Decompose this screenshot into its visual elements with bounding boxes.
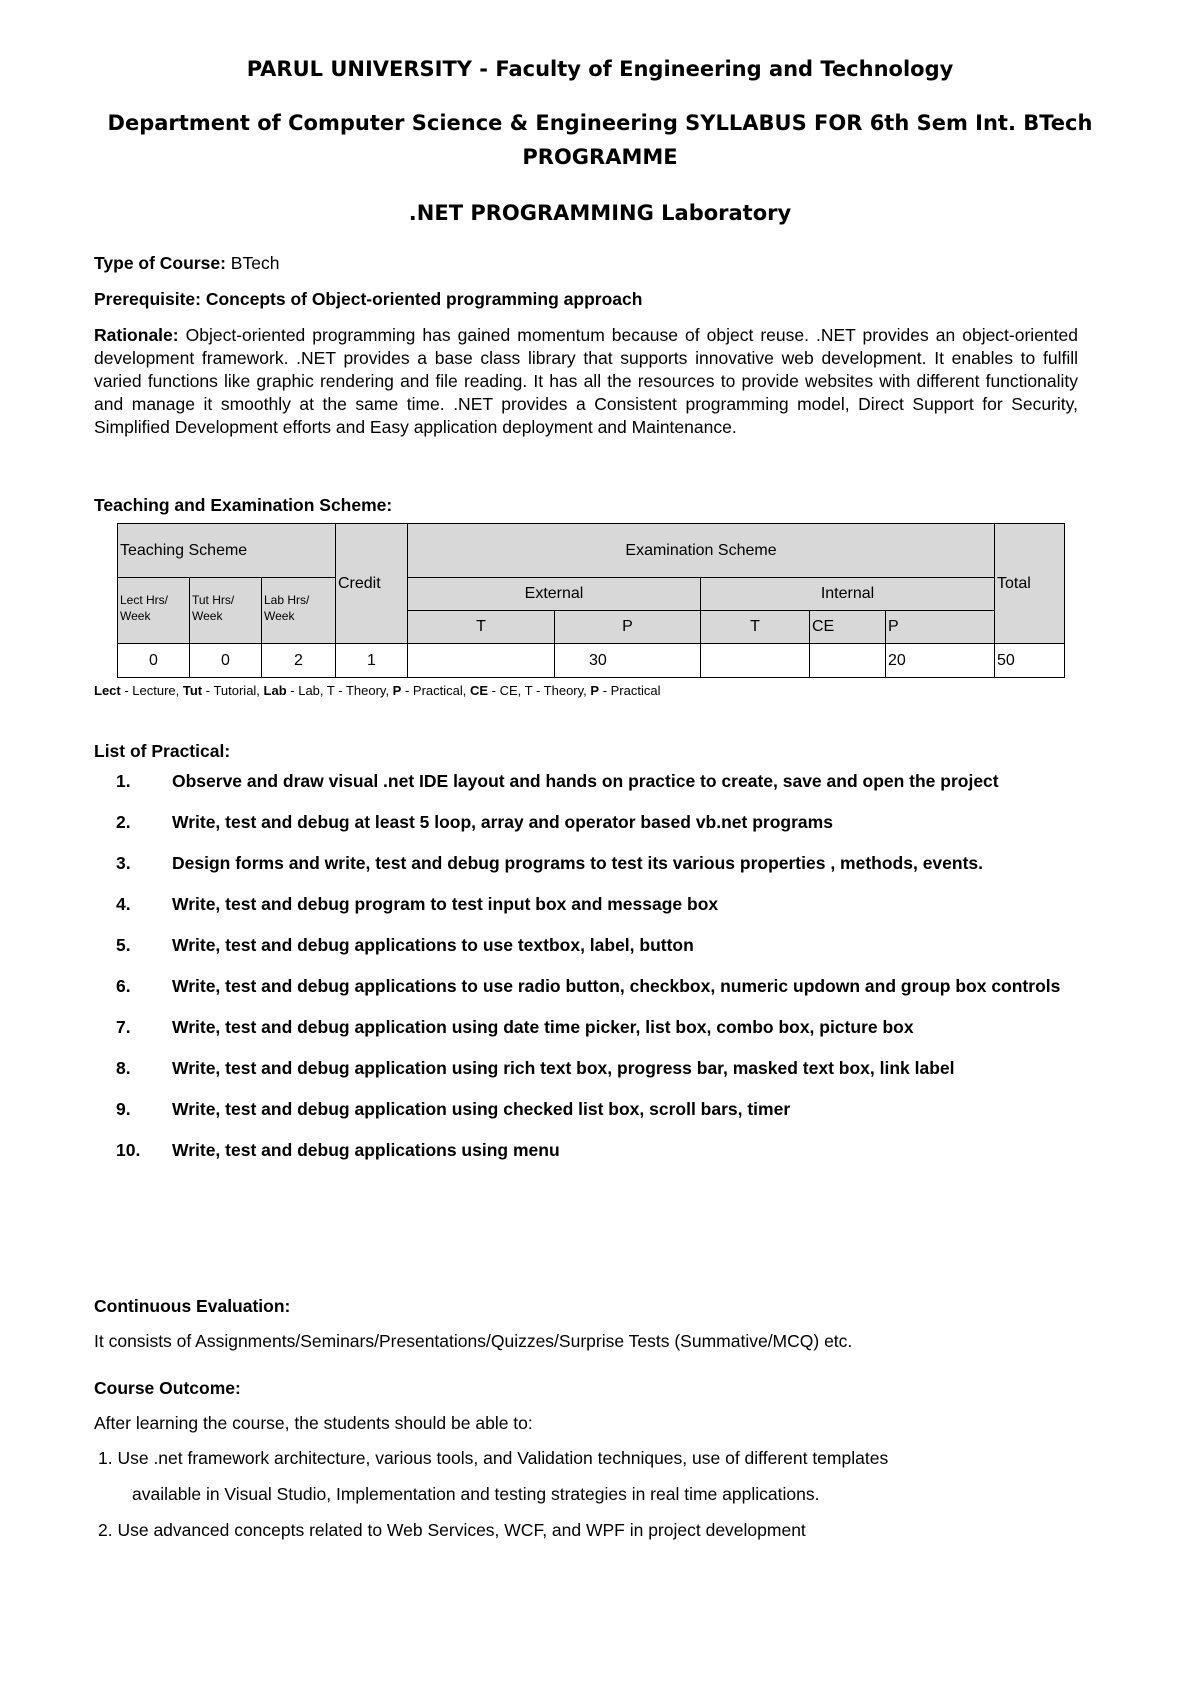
course-type-label: Type of Course: — [94, 253, 226, 273]
internal-header: Internal — [701, 578, 995, 611]
prerequisite — [94, 288, 1078, 311]
internal-practical-header: P — [886, 611, 995, 644]
department-title — [0, 106, 1200, 174]
outcome-item-2: 2. Use advanced concepts related to Web Services, WCF, and WPF in project development — [98, 1520, 806, 1540]
total-header: Total — [995, 524, 1065, 644]
external-practical-header: P — [555, 611, 701, 644]
list-item: 8. Write, test and debug application using rich text box, progress bar, masked text box, link label — [116, 1058, 955, 1078]
cell-external-practical: 30 — [555, 644, 701, 678]
scheme-table — [117, 523, 1065, 678]
scheme-heading: Teaching and Examination Scheme: — [94, 495, 393, 515]
cell-total: 50 — [995, 644, 1065, 678]
practicals-heading: List of Practical: — [94, 741, 231, 761]
department-title-line2: PROGRAMME — [522, 145, 678, 169]
practicals-list — [94, 770, 1074, 1180]
cell-internal-ce — [810, 644, 886, 678]
external-theory-header: T — [408, 611, 555, 644]
department-title-line1: Department of Computer Science & Engineering SYLLABUS FOR 6th Sem Int. BTech — [107, 111, 1093, 135]
evaluation-heading: Continuous Evaluation: — [94, 1296, 291, 1316]
outcome-item-1-cont: available in Visual Studio, Implementation and testing strategies in real time applications. — [132, 1484, 820, 1504]
university-title: PARUL UNIVERSITY - Faculty of Engineering and Technology — [246, 57, 954, 81]
rationale — [94, 324, 1078, 439]
abbreviation-legend: Lect - Lecture, Tut - Tutorial, Lab - Lab, T - Theory, P - Practical, CE - CE, T - Theory, P - Practical — [94, 683, 661, 698]
outcome-item-1: 1. Use .net framework architecture, various tools, and Validation techniques, use of different templates — [98, 1448, 889, 1468]
tut-hrs-header: Tut Hrs/ Week — [190, 578, 262, 644]
list-item: 10. Write, test and debug applications using menu — [116, 1140, 560, 1160]
outcome-intro: After learning the course, the students should be able to: — [94, 1413, 533, 1433]
list-item: 9. Write, test and debug application using checked list box, scroll bars, timer — [116, 1099, 791, 1119]
internal-theory-header: T — [701, 611, 810, 644]
rationale-text: Object-oriented programming has gained momentum because of object reuse. .NET provides an object-oriented development framework. .NET provides a base class library that supports innovative web development. It enables to fulfill varied functions like graphic rendering and file reading. It has all the resources to provide websites with different functionality and manage it smoothly at the same time. .NET provides a Consistent programming model, Direct Support for Security, Simplified Development efforts and Easy application deployment and Maintenance. — [94, 325, 1078, 437]
rationale-label: Rationale: — [94, 325, 179, 345]
evaluation-text: It consists of Assignments/Seminars/Presentations/Quizzes/Surprise Tests (Summative/MCQ) etc. — [94, 1331, 853, 1351]
list-item: 2. Write, test and debug at least 5 loop, array and operator based vb.net programs — [116, 812, 833, 832]
teaching-scheme-header: Teaching Scheme — [118, 524, 336, 578]
cell-lect-hrs: 0 — [118, 644, 190, 678]
examination-scheme-header: Examination Scheme — [408, 524, 995, 578]
course-type-value: BTech — [225, 253, 280, 273]
list-item: 5. Write, test and debug applications to use textbox, label, button — [116, 935, 694, 955]
prerequisite-label: Prerequisite: — [94, 289, 201, 309]
prerequisite-value: Concepts of Object-oriented programming approach — [200, 289, 643, 309]
list-item: 4. Write, test and debug program to test input box and message box — [116, 894, 719, 914]
cell-tut-hrs: 0 — [190, 644, 262, 678]
lab-hrs-header: Lab Hrs/ Week — [262, 578, 336, 644]
cell-internal-theory — [701, 644, 810, 678]
external-header: External — [408, 578, 701, 611]
internal-ce-header: CE — [810, 611, 886, 644]
cell-lab-hrs: 2 — [262, 644, 336, 678]
list-item: 1. Observe and draw visual .net IDE layout and hands on practice to create, save and open the project — [116, 771, 999, 791]
course-type — [94, 252, 1078, 275]
list-item: 7. Write, test and debug application using date time picker, list box, combo box, picture box — [116, 1017, 914, 1037]
cell-credit: 1 — [336, 644, 408, 678]
course-title: .NET PROGRAMMING Laboratory — [408, 201, 792, 225]
cell-internal-practical: 20 — [886, 644, 995, 678]
outcome-heading: Course Outcome: — [94, 1378, 241, 1398]
cell-external-theory — [408, 644, 555, 678]
lect-hrs-header: Lect Hrs/ Week — [118, 578, 190, 644]
list-item: 3. Design forms and write, test and debug programs to test its various properties , methods, events. — [116, 853, 983, 873]
list-item: 6. Write, test and debug applications to use radio button, checkbox, numeric updown and group box controls — [116, 976, 1061, 996]
credit-header: Credit — [336, 524, 408, 644]
